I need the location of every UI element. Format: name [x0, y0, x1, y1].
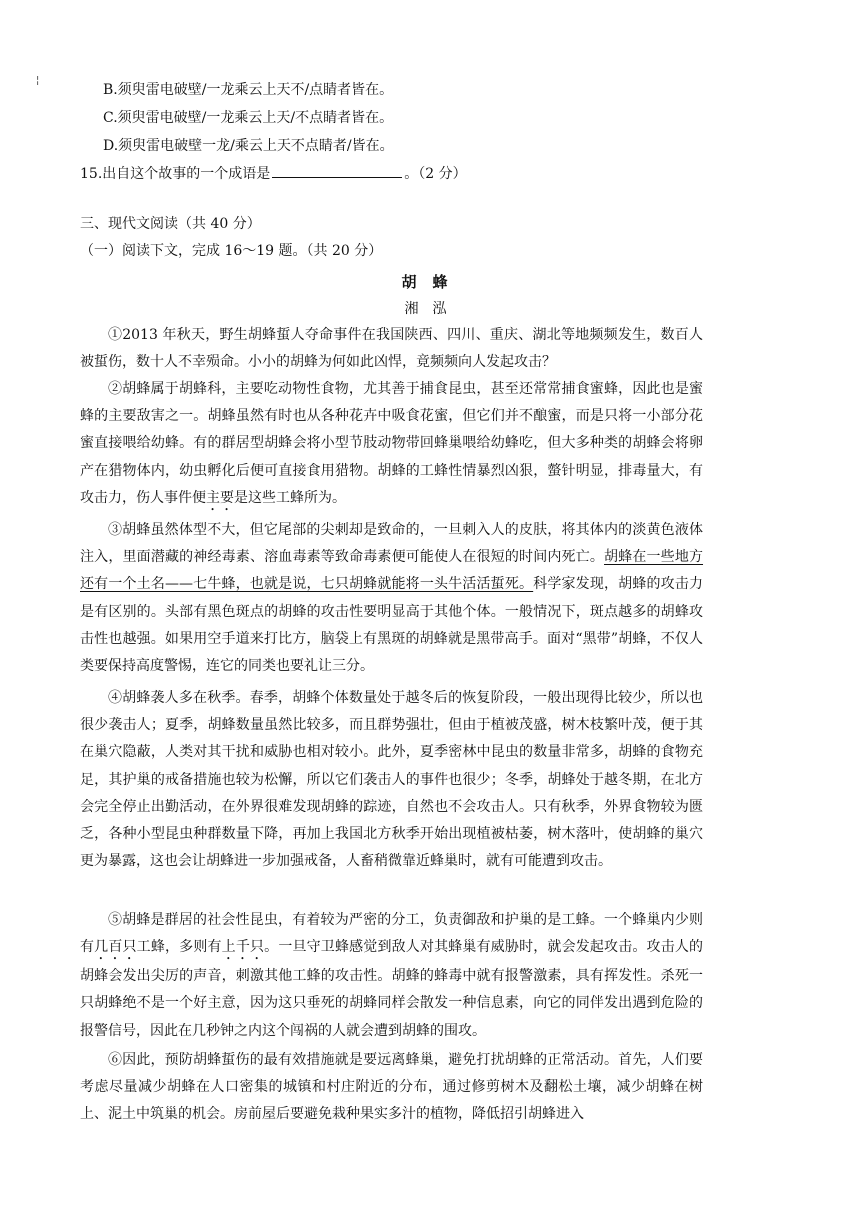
- paragraph-5-text-a: ⑤胡蜂是群居的社会性昆虫，有着较为严密的分工，负责御敌和护巢的是工蜂。一个蜂巢内少则有: [80, 912, 703, 956]
- article-title: 胡蜂: [401, 273, 464, 291]
- paragraph-2-text-a: ②胡蜂属于胡蜂科，主要吃动物性食物，尤其善于捕食昆虫，甚至还常常捕食蜜蜂，因此也是蜜蜂的主要敌害之一。胡蜂虽然有时也从各种花卉中吸食花蜜，但它们并不酿蜜，而是只将一小部分花蜜直接喂给幼蜂。有的群居型胡蜂会将小型节肢动物带回蜂巢喂给幼蜂吃，但大多种类的胡蜂会将卵产在猎物体内，幼虫孵化后便可直接食用猎物。胡蜂的工蜂性情暴烈凶狠，螫针明显，排毒量大，有攻击力，伤人事件便: [80, 381, 703, 506]
- paragraph-2-emphasis: 主要: [206, 489, 234, 506]
- question-15-prefix: 15.出自这个故事的一个成语是: [80, 166, 271, 182]
- paragraph-3-text-b: 科学家发现，胡蜂的攻击力是有区别的。头部有黑色斑点的胡蜂的攻击性要明显高于其他个体。一般情况下，斑点越多的胡蜂攻击性也越强。如果用空手道来打比方，脑袋上有黑斑的胡蜂就是黑带高手。面对“黑带”胡蜂，不仅人类要保持高度警惕，连它的同类也要礼让三分。: [80, 576, 704, 675]
- paragraph-5-emphasis-2: 上千只: [221, 939, 265, 956]
- question-15-suffix: 。（2 分）: [404, 166, 467, 182]
- paragraph-2: [80, 376, 703, 514]
- paragraph-4: ④胡蜂袭人多在秋季。春季，胡蜂个体数量处于越冬后的恢复阶段，一般出现得比较少，所以也很少袭击人；夏季，胡蜂数量虽然比较多，而且群势强壮，但由于植被茂盛，树木枝繁叶茂，便于其在巢穴隐蔽，人类对其干扰和威胁也相对较小。此外，夏季密林中昆虫的数量非常多，胡蜂的食物充足，其护巢的戒备措施也较为松懈，所以它们袭击人的事件也很少；冬季，胡蜂处于越冬期，在北方会完全停止出勤活动，在外界很难发现胡蜂的踪迹，自然也不会攻击人。只有秋季，外界食物较为匮乏，各种小型昆虫种群数量下降，再加上我国北方秋季开始出现植被枯萎，树木落叶，使胡蜂的巢穴更为暴露，这也会让胡蜂进一步加强戒备，人畜稍微靠近蜂巢时，就有可能遭到攻击。: [80, 690, 703, 870]
- margin-mark: ¦: [36, 75, 40, 86]
- subsection-heading: （一）阅读下文，完成 16～19 题。（共 20 分）: [80, 243, 383, 259]
- paragraph-5-text-c: 。一旦守卫蜂感觉到敌人对其蜂巢有威胁时，就会发起攻击。攻击人的胡蜂会发出尖厉的声音，刺激其他工蜂的攻击性。胡蜂的蜂毒中就有报警激素，具有挥发性。杀死一只胡蜂绝不是一个好主意，因为这只垂死的胡蜂同样会散发一种信息素，向它的同伴发出遇到危险的报警信号，因此在几秒钟之内这个闯祸的人就会遭到胡蜂的围攻。: [80, 939, 704, 1039]
- option-d: D.须臾雷电破壁一龙/乘云上天不点睛者/皆在。: [103, 138, 394, 154]
- paragraph-3-underlined: 胡蜂在一些地方还有一个土名——七牛蜂，也就是说，七只胡蜂就能将一头牛活活蜇死。: [80, 549, 704, 593]
- paragraph-6: ⑥因此，预防胡蜂蜇伤的最有效措施就是要远离蜂巢，避免打扰胡蜂的正常活动。首先，人们要考虑尽量减少胡蜂在人口密集的城镇和村庄附近的分布，通过修剪树木及翻松土壤，减少胡蜂在树上、泥土中筑巢的机会。房前屋后要避免栽种果实多汁的植物，降低招引胡蜂进入: [80, 1052, 703, 1123]
- paragraph-5: [80, 907, 703, 1045]
- paragraph-3: [80, 517, 703, 680]
- paragraph-5-text-b: 工蜂，多则有: [136, 939, 222, 956]
- question-15: [80, 163, 467, 184]
- answer-blank[interactable]: [272, 163, 402, 178]
- paragraph-1: ①2013 年秋天，野生胡蜂蜇人夺命事件在我国陕西、四川、重庆、湖北等地频频发生，数百人被蜇伤，数十人不幸殒命。小小的胡蜂为何如此凶悍，竟频频向人发起攻击？: [80, 327, 703, 371]
- paragraph-5-emphasis-1: 几百只: [94, 939, 137, 956]
- paragraph-2-text-b: 是这些工蜂所为。: [234, 489, 346, 506]
- option-b: B.须臾雷电破壁/一龙乘云上天不/点睛者皆在。: [103, 82, 394, 98]
- option-c: C.须臾雷电破壁/一龙乘云上天/不点睛者皆在。: [103, 110, 394, 126]
- section-heading: 三、现代文阅读（共 40 分）: [80, 216, 261, 232]
- article-author: 湘泓: [404, 301, 461, 317]
- paragraph-3-text-a: ③胡蜂虽然体型不大，但它尾部的尖刺却是致命的，一旦刺入人的皮肤，将其体内的淡黄色液体注入，里面潜藏的神经毒素、溶血毒素等致命毒素便可能使人在很短的时间内死亡。: [80, 522, 703, 566]
